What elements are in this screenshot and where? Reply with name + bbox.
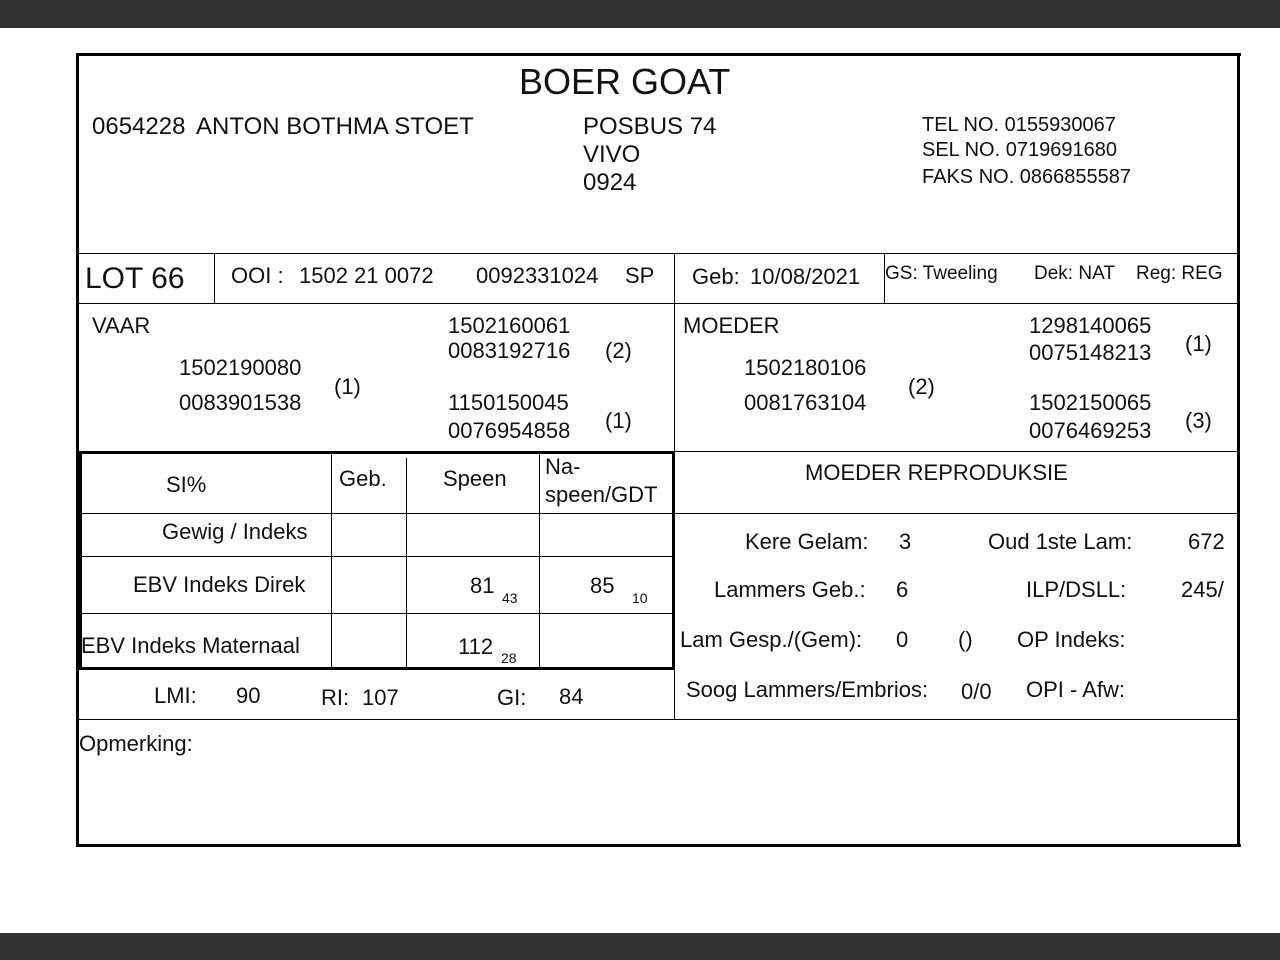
op-label: OP Indeks:	[1017, 627, 1126, 652]
row-label-maternaal: EBV Indeks Maternaal	[81, 633, 300, 658]
header-si: SI%	[166, 472, 207, 497]
row-label-direk: EBV Indeks Direk	[133, 572, 306, 597]
header-naspeen: speen/GDT	[545, 482, 658, 507]
oud-label: Oud 1ste Lam:	[988, 529, 1133, 554]
ooi-code: SP	[625, 263, 655, 288]
sire-sire-id: 1502160061	[448, 313, 571, 338]
row-label-gewig: Gewig / Indeks	[162, 519, 308, 544]
lammers-geb-label: Lammers Geb.:	[714, 577, 866, 602]
gi-value: 84	[559, 684, 584, 709]
ooi-reg: 0092331024	[476, 263, 599, 288]
lam-gesp-gem: ()	[958, 627, 973, 652]
sire-dam-reg: 0076954858	[448, 418, 571, 443]
gs-status: GS: Tweeling	[885, 263, 998, 284]
dam-reg: 0081763104	[744, 390, 867, 415]
geb-label: Geb:	[692, 264, 740, 289]
oud-value: 672	[1188, 529, 1225, 554]
direk-naspeen: 85	[590, 573, 615, 598]
lam-gesp-value: 0	[896, 627, 909, 652]
direk-speen: 81	[470, 573, 495, 598]
ilp-label: ILP/DSLL:	[1026, 577, 1127, 602]
dam-sire-rank: (1)	[1185, 331, 1212, 356]
ri-value: 107	[362, 685, 399, 710]
top-bar	[0, 0, 1280, 28]
maternaal-speen: 112	[458, 634, 494, 659]
card-title: BOER GOAT	[519, 61, 731, 102]
reproduction-title: MOEDER REPRODUKSIE	[805, 460, 1068, 485]
gi-label: GI:	[497, 685, 527, 710]
bottom-bar	[0, 933, 1280, 960]
soog-label: Soog Lammers/Embrios:	[686, 677, 929, 702]
geb-date: 10/08/2021	[750, 264, 861, 289]
ri-label: RI:	[321, 685, 350, 710]
reg-status: Reg: REG	[1136, 263, 1223, 284]
sire-id: 1502190080	[179, 355, 302, 380]
remarks-label: Opmerking:	[79, 731, 193, 756]
dam-dam-id: 1502150065	[1029, 390, 1152, 415]
dam-dam-rank: (3)	[1185, 408, 1212, 433]
sire-reg: 0083901538	[179, 390, 302, 415]
tel-number: TEL NO. 0155930067	[922, 114, 1116, 136]
opi-label: OPI - Afw:	[1026, 677, 1126, 702]
ilp-value: 245/	[1181, 577, 1224, 602]
kere-gelam-label: Kere Gelam:	[745, 529, 869, 554]
lammers-geb-value: 6	[896, 577, 909, 602]
dam-sire-id: 1298140065	[1029, 313, 1152, 338]
maternaal-speen-acc: 28	[501, 650, 517, 666]
direk-speen-acc: 43	[502, 590, 518, 606]
dek-status: Dek: NAT	[1034, 263, 1115, 284]
soog-value: 0/0	[961, 679, 992, 704]
fax-number: FAKS NO. 0866855587	[922, 166, 1132, 188]
header-geb: Geb.	[339, 466, 387, 491]
cell-number: SEL NO. 0719691680	[922, 139, 1117, 161]
ooi-id: 1502 21 0072	[299, 263, 434, 288]
kere-gelam-value: 3	[899, 529, 912, 554]
sire-sire-reg: 0083192716	[448, 338, 571, 363]
sire-dam-id: 1150150045	[448, 390, 569, 415]
address-line-1: POSBUS 74	[583, 113, 717, 140]
header-na: Na-	[545, 454, 581, 479]
lmi-value: 90	[236, 683, 261, 708]
dam-label: MOEDER	[683, 313, 780, 338]
dam-dam-reg: 0076469253	[1029, 418, 1152, 443]
sire-dam-rank: (1)	[605, 408, 632, 433]
owner-name: ANTON BOTHMA STOET	[196, 113, 474, 140]
ooi-label: OOI :	[231, 263, 284, 288]
lam-gesp-label: Lam Gesp./(Gem):	[680, 627, 863, 652]
direk-naspeen-acc: 10	[632, 590, 648, 606]
sire-sire-rank: (2)	[605, 338, 632, 363]
dam-id: 1502180106	[744, 355, 867, 380]
address-line-3: 0924	[583, 169, 637, 196]
sire-rank: (1)	[334, 374, 361, 399]
lmi-label: LMI:	[154, 683, 197, 708]
header-speen: Speen	[443, 466, 507, 491]
lot-number: LOT 66	[85, 262, 185, 295]
sire-label: VAAR	[92, 313, 151, 338]
dam-rank: (2)	[908, 374, 935, 399]
dam-sire-reg: 0075148213	[1029, 340, 1152, 365]
owner-code: 0654228	[92, 113, 186, 140]
address-line-2: VIVO	[583, 141, 641, 168]
